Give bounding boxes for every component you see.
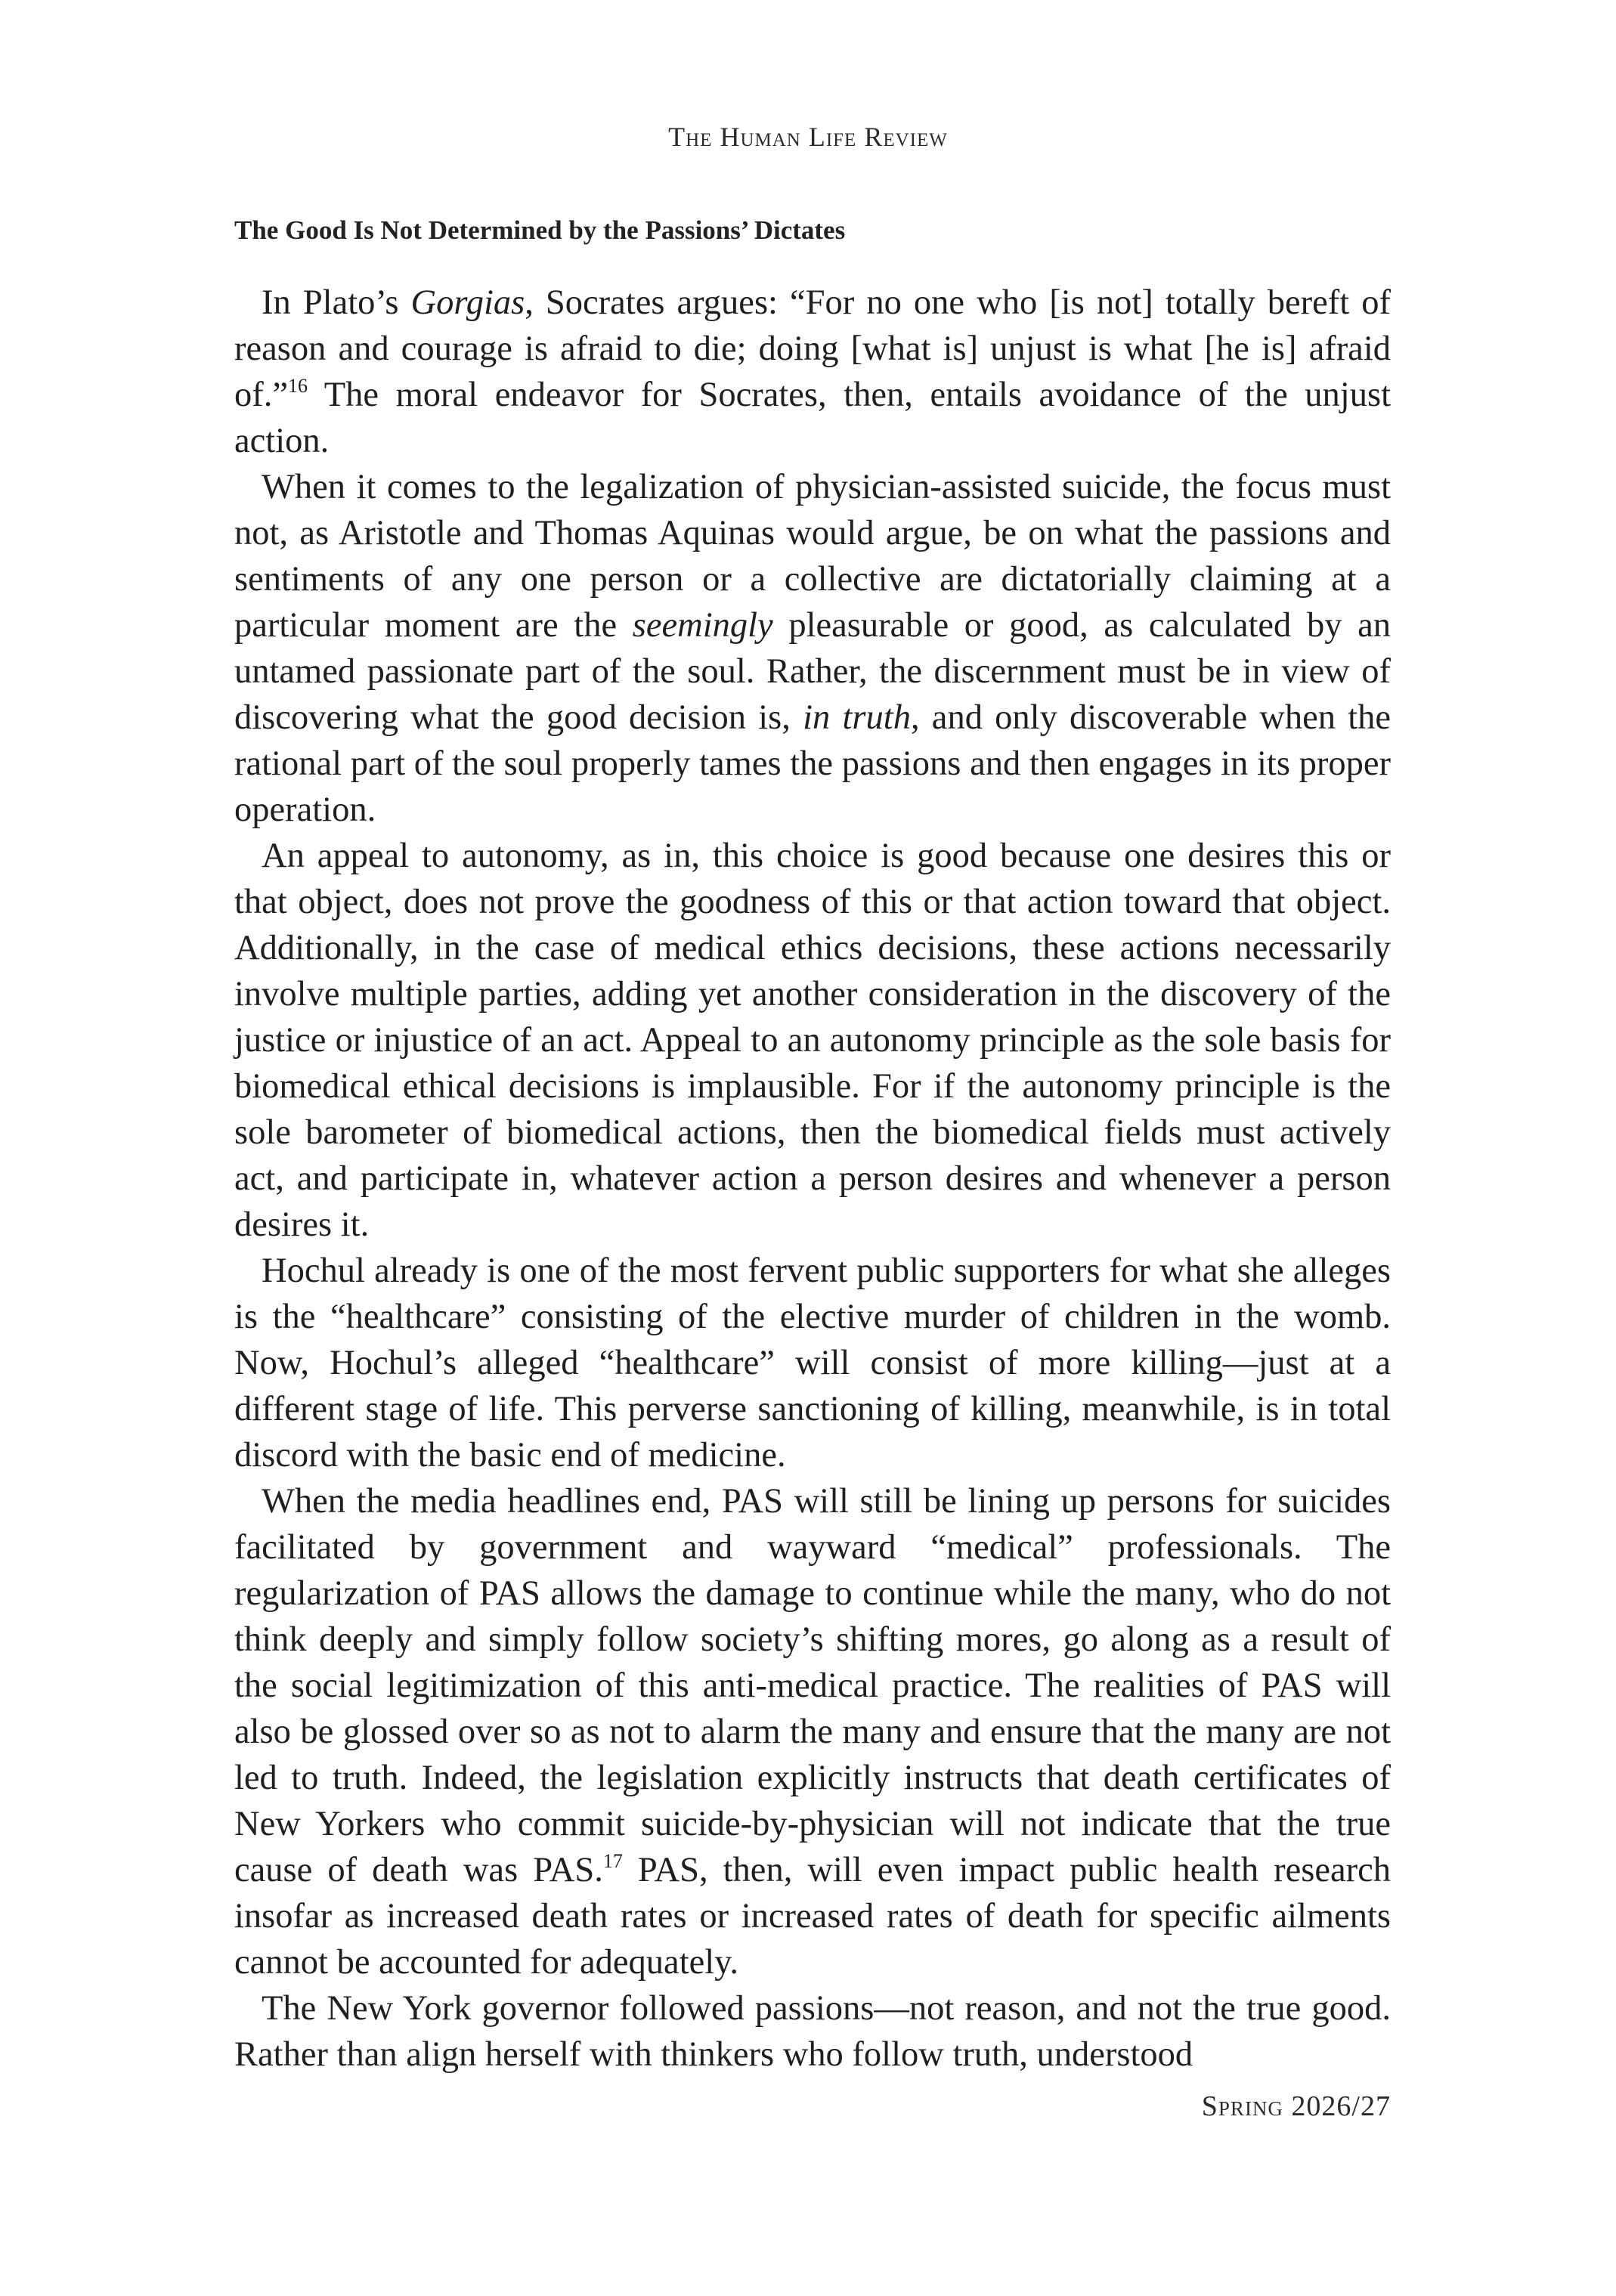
footnote-ref-16: 16 <box>288 375 308 397</box>
paragraph-6: The New York governor followed passions—not reason, and not the true good. Rather than align herself with thinkers who follow truth, understood <box>234 1989 1391 2074</box>
paragraph-2-text-c: pleasurable or good, as calculated by an untamed passionate part of the soul. Rather, the discernment must be in view of discovering what the good decision is, <box>234 606 1391 737</box>
paragraph-2 <box>234 464 1391 833</box>
paragraph-2-text-a: When it comes to the legalization of physician-assisted suicide, the focus must not, as Aristotle and Thomas Aquinas would argue, be on what the passions and sentiments of any one person or a collective are dictatorially claiming at a particular moment are the <box>234 468 1391 645</box>
paragraph-5-text-a: When the media headlines end, PAS will still be lining up persons for suicides facilitated by government and wayward “medical” professionals. The regularization of PAS allows the damage to continue while the many, who do not think deeply and simply follow society’s shifting mores, go along as a result of the social legitimization of this anti-medical practice. The realities of PAS will also be glossed over so as not to alarm the many and ensure that the many are not led to truth. Indeed, the legislation explicitly instructs that death certificates of New Yorkers who commit suicide-by-physician will not indicate that the true cause of death was PAS. <box>234 1482 1391 1889</box>
paragraph-5 <box>234 1478 1391 1985</box>
work-title-gorgias: Gorgias <box>410 283 525 322</box>
paragraph-5-text-b: PAS, then, will even impact public health research insofar as increased death rates or increased rates of death for specific ailments cannot be accounted for adequately. <box>234 1851 1391 1982</box>
running-head: The Human Life Review <box>668 122 948 152</box>
paragraph-2-text-e: , and only discoverable when the rational part of the soul properly tames the passions and then engages in its proper operation. <box>234 698 1392 829</box>
paragraph-1-text-c: , Socrates argues: “For no one who [is not] totally bereft of reason and courage is afraid to die; doing [what is] unjust is what [he is] afraid of.” <box>234 283 1391 414</box>
footnote-ref-17: 17 <box>602 1850 623 1872</box>
emphasis-seemingly: seemingly <box>632 606 773 645</box>
paragraph-1-text-d: The moral endeavor for Socrates, then, entails avoidance of the unjust action. <box>234 376 1391 460</box>
paragraph-3: An appeal to autonomy, as in, this choice is good because one desires this or that object, does not prove the goodness of this or that action toward that object. Additionally, in the case of medical ethics decisions, these actions necessarily involve multiple parties, adding yet another consideration in the discovery of the justice or injustice of an act. Appeal to an autonomy principle as the sole basis for biomedical ethical decisions is implausible. For if the autonomy principle is the sole barometer of biomedical actions, then the biomedical fields must actively act, and participate in, whatever action a person desires and whenever a person desires it. <box>234 837 1391 1244</box>
paragraph-1-text-a: In Plato’s <box>262 283 411 322</box>
paragraph-4: Hochul already is one of the most fervent public supporters for what she alleges is the “healthcare” consisting of the elective murder of children in the womb. Now, Hochul’s alleged “healthcare” will consist of more killing—just at a different stage of life. This perverse sanctioning of killing, meanwhile, is in total discord with the basic end of medicine. <box>234 1252 1391 1474</box>
emphasis-in-truth: in truth <box>803 698 911 737</box>
paragraph-1 <box>234 280 1391 464</box>
page-folio: Spring 2026/27 <box>1201 2090 1391 2122</box>
section-heading: The Good Is Not Determined by the Passions’ Dictates <box>234 215 846 245</box>
article-body <box>234 280 1391 2078</box>
